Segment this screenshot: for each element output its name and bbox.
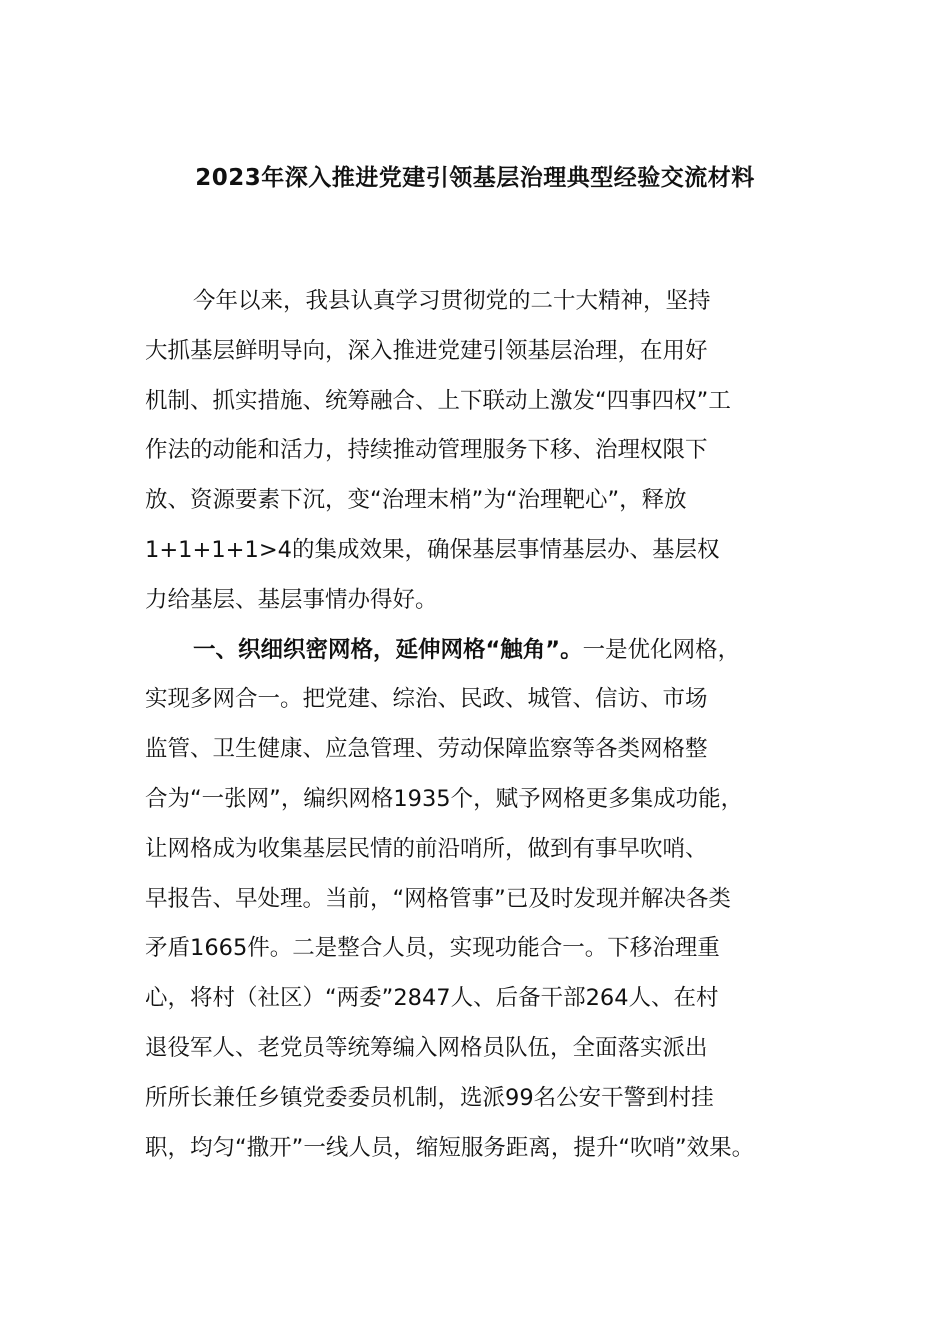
paragraph-line: 让网格成为收集基层民情的前沿哨所，做到有事早吹哨、 [145, 835, 708, 862]
paragraph-line: 作法的动能和活力，持续推动管理服务下移、治理权限下 [145, 437, 708, 464]
paragraph-line: 监管、卫生健康、应急管理、劳动保障监察等各类网格整 [145, 736, 708, 763]
paragraph-line: 心，将村（社区）“两委”2847人、后备干部264人、在村 [145, 985, 719, 1012]
section-first-line-text: 一是优化网格， [582, 636, 741, 663]
paragraph-line: 退役军人、老党员等统筹编入网格员队伍，全面落实派出 [145, 1034, 708, 1061]
section-1-paragraph [145, 626, 835, 1174]
paragraph-line: 机制、抓实措施、统筹融合、上下联动上激发“四事四权”工 [145, 387, 731, 414]
paragraph-line: 合为“一张网”，编织网格1935个，赋予网格更多集成功能， [145, 785, 744, 812]
document-body [145, 277, 835, 1173]
section-1-first-line [145, 626, 835, 676]
paragraph-line: 今年以来，我县认真学习贯彻党的二十大精神，坚持 [193, 288, 711, 314]
document-title: 2023年深入推进党建引领基层治理典型经验交流材料 [195, 165, 755, 191]
paragraph-line: 矛盾1665件。二是整合人员，实现功能合一。下移治理重 [145, 935, 720, 962]
intro-paragraph [145, 277, 835, 626]
paragraph-line: 所所长兼任乡镇党委委员机制，选派99名公安干警到村挂 [145, 1084, 714, 1111]
paragraph-line: 1+1+1+1>4的集成效果，确保基层事情基层办、基层权 [145, 536, 720, 563]
section-heading: 一、织细织密网格，延伸网格“触角”。 [193, 636, 583, 663]
paragraph-line: 大抓基层鲜明导向，深入推进党建引领基层治理，在用好 [145, 337, 708, 364]
paragraph-line: 早报告、早处理。当前，“网格管事”已及时发现并解决各类 [145, 885, 731, 912]
paragraph-line: 力给基层、基层事情办得好。 [145, 586, 438, 613]
paragraph-line: 放、资源要素下沉，变“治理末梢”为“治理靶心”，释放 [145, 487, 687, 514]
paragraph-line: 实现多网合一。把党建、综治、民政、城管、信访、市场 [145, 686, 708, 713]
paragraph-line: 职，均匀“撒开”一线人员，缩短服务距离，提升“吹哨”效果。 [145, 1134, 755, 1161]
